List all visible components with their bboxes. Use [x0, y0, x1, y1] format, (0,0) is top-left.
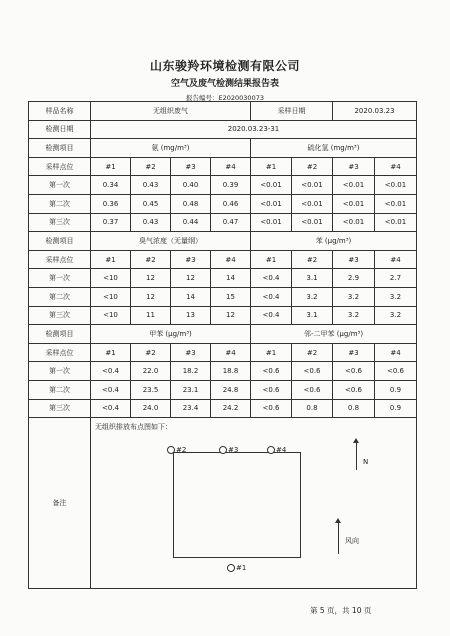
round-label: 第一次 [29, 176, 91, 195]
value-cell: 0.48 [171, 194, 211, 213]
sampling-point-3: #3 [219, 446, 238, 454]
data-row [29, 362, 417, 381]
value-cell: <0.4 [251, 269, 292, 288]
notes-row [29, 418, 417, 589]
wind-arrow-icon [338, 522, 339, 554]
round-label: 第二次 [29, 194, 91, 213]
value-cell: 3.2 [375, 287, 417, 306]
sampling-date-label: 采样日期 [251, 102, 333, 121]
test-date-label: 检测日期 [29, 120, 91, 139]
point-label: 采样点位 [29, 343, 91, 362]
value-cell: 0.40 [171, 176, 211, 195]
value-cell: 0.8 [333, 399, 375, 418]
value-cell: 23.5 [131, 380, 171, 399]
value-cell: 0.39 [211, 176, 251, 195]
point-label: 采样点位 [29, 250, 91, 269]
data-row [29, 269, 417, 288]
value-cell: 0.43 [131, 213, 171, 232]
diagram-title: 无组织排放布点图如下： [95, 423, 172, 432]
results-table [28, 101, 417, 589]
point-header: #1 [251, 343, 292, 362]
value-cell: 0.47 [211, 213, 251, 232]
point-header: #3 [333, 250, 375, 269]
item-row [29, 325, 417, 344]
sample-name-row [29, 102, 417, 121]
point-header: #2 [131, 157, 171, 176]
value-cell: 23.1 [171, 380, 211, 399]
point-header: #4 [211, 157, 251, 176]
round-label: 第三次 [29, 399, 91, 418]
item-label: 检测项目 [29, 232, 91, 251]
data-row [29, 194, 417, 213]
point-header: #3 [333, 343, 375, 362]
point-header: #3 [333, 157, 375, 176]
value-cell: 3.2 [333, 287, 375, 306]
point-row [29, 250, 417, 269]
sample-name-label: 样品名称 [29, 102, 91, 121]
value-cell: <10 [91, 287, 131, 306]
value-cell: 0.34 [91, 176, 131, 195]
point-header: #2 [292, 157, 333, 176]
value-cell: <0.01 [375, 194, 417, 213]
value-cell: 0.8 [292, 399, 333, 418]
value-cell: <0.01 [251, 194, 292, 213]
point-header: #1 [91, 343, 131, 362]
layout-diagram [91, 418, 411, 588]
sampling-date-value: 2020.03.23 [333, 102, 417, 121]
value-cell: 0.45 [131, 194, 171, 213]
value-cell: <0.6 [292, 380, 333, 399]
value-cell: 3.1 [292, 306, 333, 325]
point-header: #3 [171, 343, 211, 362]
value-cell: <0.01 [375, 213, 417, 232]
point-header: #4 [375, 343, 417, 362]
round-label: 第三次 [29, 213, 91, 232]
notes-label: 备注 [29, 418, 91, 589]
value-cell: <0.4 [91, 380, 131, 399]
right-item-name: 邻-二甲苯 (μg/m³) [251, 325, 417, 344]
round-label: 第一次 [29, 269, 91, 288]
round-label: 第二次 [29, 287, 91, 306]
site-boundary [173, 452, 301, 558]
sampling-point-1: #1 [227, 564, 246, 572]
value-cell: <0.6 [251, 399, 292, 418]
value-cell: 18.8 [211, 362, 251, 381]
value-cell: 2.7 [375, 269, 417, 288]
point-header: #3 [171, 157, 211, 176]
value-cell: 2.9 [333, 269, 375, 288]
value-cell: <0.6 [251, 362, 292, 381]
value-cell: <0.01 [292, 194, 333, 213]
point-header: #1 [91, 250, 131, 269]
value-cell: 23.4 [171, 399, 211, 418]
value-cell: <0.01 [333, 194, 375, 213]
point-header: #2 [292, 343, 333, 362]
point-header: #3 [171, 250, 211, 269]
data-row [29, 399, 417, 418]
left-item-name: 氨 (mg/m³) [91, 139, 251, 158]
value-cell: <0.6 [375, 362, 417, 381]
north-label: N [363, 458, 369, 467]
sampling-point-4: #4 [267, 446, 286, 454]
value-cell: 0.9 [375, 380, 417, 399]
value-cell: 3.2 [333, 306, 375, 325]
circle-icon [167, 446, 175, 454]
value-cell: <10 [91, 269, 131, 288]
left-item-name: 甲苯 (μg/m³) [91, 325, 251, 344]
value-cell: <0.4 [251, 306, 292, 325]
value-cell: <0.01 [251, 213, 292, 232]
value-cell: 12 [131, 287, 171, 306]
point-header: #4 [375, 157, 417, 176]
value-cell: 24.0 [131, 399, 171, 418]
point-header: #1 [251, 250, 292, 269]
value-cell: 12 [131, 269, 171, 288]
item-label: 检测项目 [29, 139, 91, 158]
value-cell: <0.01 [292, 176, 333, 195]
round-label: 第二次 [29, 380, 91, 399]
value-cell: 12 [211, 306, 251, 325]
value-cell: <0.4 [91, 362, 131, 381]
point-header: #4 [211, 250, 251, 269]
value-cell: <0.6 [333, 380, 375, 399]
value-cell: 24.2 [211, 399, 251, 418]
value-cell: 3.2 [292, 287, 333, 306]
point-header: #2 [131, 250, 171, 269]
data-row [29, 380, 417, 399]
data-row [29, 306, 417, 325]
point-row [29, 343, 417, 362]
item-row [29, 139, 417, 158]
right-item-name: 苯 (μg/m³) [251, 232, 417, 251]
value-cell: 24.8 [211, 380, 251, 399]
data-row [29, 287, 417, 306]
report-number: 报告编号：E2020030073 [186, 94, 264, 102]
test-date-value: 2020.03.23-31 [91, 120, 417, 139]
test-date-row [29, 120, 417, 139]
value-cell: <0.01 [375, 176, 417, 195]
value-cell: 0.37 [91, 213, 131, 232]
sample-name-value: 无组织废气 [91, 102, 251, 121]
value-cell: 13 [171, 306, 211, 325]
circle-icon [219, 446, 227, 454]
value-cell: 3.2 [375, 306, 417, 325]
value-cell: 0.36 [91, 194, 131, 213]
north-arrow-icon [356, 442, 357, 470]
value-cell: 14 [171, 287, 211, 306]
point-header: #1 [251, 157, 292, 176]
value-cell: <0.6 [333, 362, 375, 381]
value-cell: 11 [131, 306, 171, 325]
right-item-name: 硫化氢 (mg/m³) [251, 139, 417, 158]
circle-icon [227, 564, 235, 572]
round-label: 第三次 [29, 306, 91, 325]
point-label: 采样点位 [29, 157, 91, 176]
value-cell: 0.43 [131, 176, 171, 195]
value-cell: <0.01 [333, 213, 375, 232]
value-cell: 0.46 [211, 194, 251, 213]
value-cell: <10 [91, 306, 131, 325]
point-header: #1 [91, 157, 131, 176]
report-title: 空气及废气检测结果报告表 [170, 79, 279, 89]
point-row [29, 157, 417, 176]
value-cell: 0.44 [171, 213, 211, 232]
value-cell: 3.1 [292, 269, 333, 288]
data-row [29, 176, 417, 195]
value-cell: 18.2 [171, 362, 211, 381]
round-label: 第一次 [29, 362, 91, 381]
value-cell: 22.0 [131, 362, 171, 381]
value-cell: <0.6 [292, 362, 333, 381]
point-header: #4 [375, 250, 417, 269]
sampling-point-2: #2 [167, 446, 186, 454]
layout-diagram-cell [91, 418, 417, 589]
value-cell: <0.6 [251, 380, 292, 399]
data-row [29, 213, 417, 232]
value-cell: <0.01 [292, 213, 333, 232]
value-cell: 15 [211, 287, 251, 306]
value-cell: <0.01 [333, 176, 375, 195]
point-header: #2 [131, 343, 171, 362]
value-cell: <0.4 [251, 287, 292, 306]
point-header: #2 [292, 250, 333, 269]
value-cell: 14 [211, 269, 251, 288]
page-footer: 第 5 页，共 10 页 [310, 606, 372, 615]
company-name: 山东骏羚环境检测有限公司 [149, 59, 300, 73]
wind-direction-label: 风向 [345, 537, 359, 546]
value-cell: <0.4 [91, 399, 131, 418]
point-header: #4 [211, 343, 251, 362]
left-item-name: 臭气浓度（无量纲） [91, 232, 251, 251]
value-cell: 0.9 [375, 399, 417, 418]
item-row [29, 232, 417, 251]
value-cell: <0.01 [251, 176, 292, 195]
circle-icon [267, 446, 275, 454]
value-cell: 12 [171, 269, 211, 288]
item-label: 检测项目 [29, 325, 91, 344]
